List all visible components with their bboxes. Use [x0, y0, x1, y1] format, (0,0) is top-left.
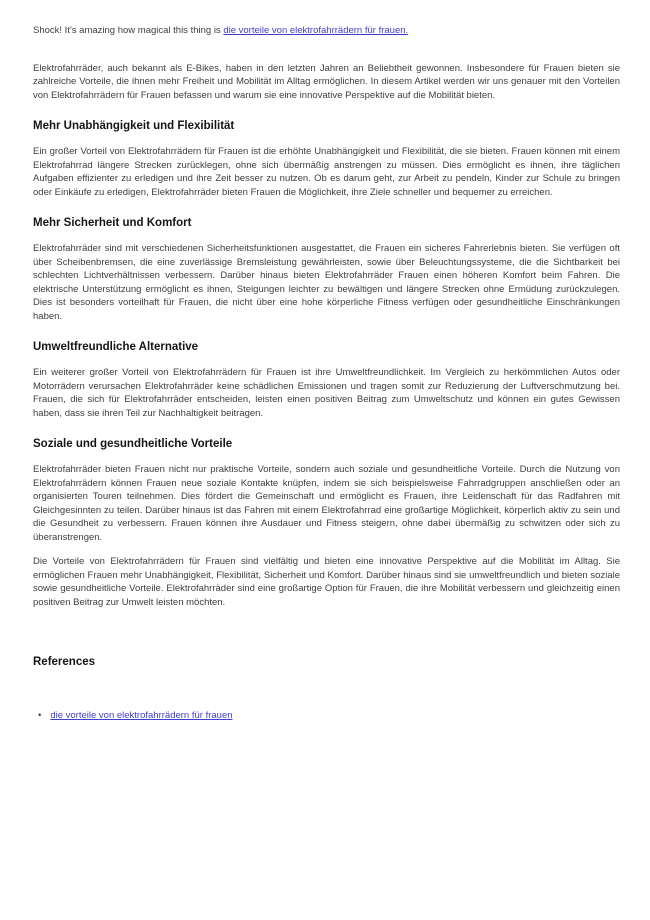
section-paragraph: Die Vorteile von Elektrofahrrädern für Frauen sind vielfältig und bieten eine innovative Perspektive auf die Mobilität im Alltag. Sie ermöglichen Frauen mehr Unabhängigkeit, Flexibilität, Sicherheit und Komfort. Darüber hinaus sind sie umweltfreundlich und bieten soziale sowie gesundheitliche Vorteile. Elektrofahrräder sind eine großartige Option für Frauen, die ihre Mobilität verbessern und gleichzeitig einen positiven Beitrag zur Umwelt leisten möchten.: [33, 556, 620, 608]
reference-link[interactable]: die vorteile von elektrofahrrädern für frauen: [50, 710, 233, 721]
section-heading-umwelt: Umweltfreundliche Alternative: [33, 341, 199, 353]
section-paragraph: Elektrofahrräder bieten Frauen nicht nur praktische Vorteile, sondern auch soziale und gesundheitliche Vorteile. Durch die Nutzung von Elektrofahrrädern können Frauen neue soziale Kontakte knüpfen, indem sie sich beispielsweise Fahrradgruppen anschließen oder an organisierten Touren teilnehmen. Dies fördert die Gemeinschaft und ermöglicht es Frauen, ihre Leidenschaft für das Radfahren mit Gleichgesinnten zu teilen. Darüber hinaus ist das Fahren mit einem Elektrofahrrad eine großartige Möglichkeit, körperlich aktiv zu sein und die Gesundheit zu verbessern. Frauen können ihre Ausdauer und Fitness steigern, ohne dabei übermäßig zu schwitzen oder sich zu überanstrengen.: [33, 464, 620, 543]
section-paragraph: Ein großer Vorteil von Elektrofahrrädern für Frauen ist die erhöhte Unabhängigkeit und Flexibilität, die sie bieten. Frauen können mit einem Elektrofahrrad längere Strecken zurücklegen, ohne sich übermäßig anstrengen zu müssen. Dies ermöglicht es ihnen, ihre täglichen Aufgaben effizienter zu erledigen und ihre Zeit besser zu nutzen. Ob es darum geht, zur Arbeit zu pendeln, Kinder zur Schule zu bringen oder Einkäufe zu erledigen, Elektrofahrräder bieten Frauen die Möglichkeit, ihre Ziele schneller und bequemer zu erreichen.: [33, 146, 620, 198]
intro-link[interactable]: die vorteile von elektrofahrrädern für frauen.: [223, 25, 409, 36]
list-item: [38, 709, 620, 723]
lead-paragraph: Elektrofahrräder, auch bekannt als E-Bikes, haben in den letzten Jahren an Beliebtheit gewonnen. Insbesondere für Frauen bieten sie zahlreiche Vorteile, die ihnen mehr Freiheit und Mobilität im Alltag ermöglichen. In diesem Artikel werden wir uns genauer mit den Vorteilen von Elektrofahrrädern für Frauen befassen und warum sie eine innovative Perspektive auf die Mobilität bieten.: [33, 62, 620, 101]
section-paragraph: Ein weiterer großer Vorteil von Elektrofahrrädern für Frauen ist ihre Umweltfreundlichkeit. Im Vergleich zu herkömmlichen Autos oder Motorrädern verursachen Elektrofahrräder keine schädlichen Emissionen und tragen somit zur Reduzierung der Luftverschmutzung bei. Frauen, die sich für Elektrofahrräder entscheiden, leisten einen positiven Beitrag zum Umweltschutz und können ein gutes Gewissen haben, dass sie ihren Teil zur Nachhaltigkeit beitragen.: [33, 367, 620, 419]
references-heading: References: [33, 656, 96, 668]
section-paragraph: Elektrofahrräder sind mit verschiedenen Sicherheitsfunktionen ausgestattet, die Frauen ein sicheres Fahrerlebnis bieten. Sie verfügen oft über Scheibenbremsen, die eine zuverlässige Bremsleistung gewährleisten, sowie über Beleuchtungssysteme, die die Sichtbarkeit bei schlechten Lichtverhältnissen verbessern. Darüber hinaus bieten Elektrofahrräder Frauen einen höheren Komfort beim Fahren. Die elektrische Unterstützung ermöglicht es ihnen, Steigungen leichter zu bewältigen und längere Strecken ohne Ermüdung zurückzulegen. Dies ist besonders vorteilhaft für Frauen, die nicht über eine hohe körperliche Fitness verfügen oder gesundheitliche Einschränkungen haben.: [33, 243, 620, 322]
section-heading-sozial: Soziale und gesundheitliche Vorteile: [33, 438, 233, 450]
section-heading-sicherheit: Mehr Sicherheit und Komfort: [33, 217, 192, 229]
section-heading-unabhaengigkeit: Mehr Unabhängigkeit und Flexibilität: [33, 120, 235, 132]
references-list: [33, 709, 620, 723]
intro-line: [33, 24, 620, 38]
intro-text: Shock! It's amazing how magical this thing is: [33, 25, 224, 36]
bullet-marker: •: [38, 710, 42, 721]
